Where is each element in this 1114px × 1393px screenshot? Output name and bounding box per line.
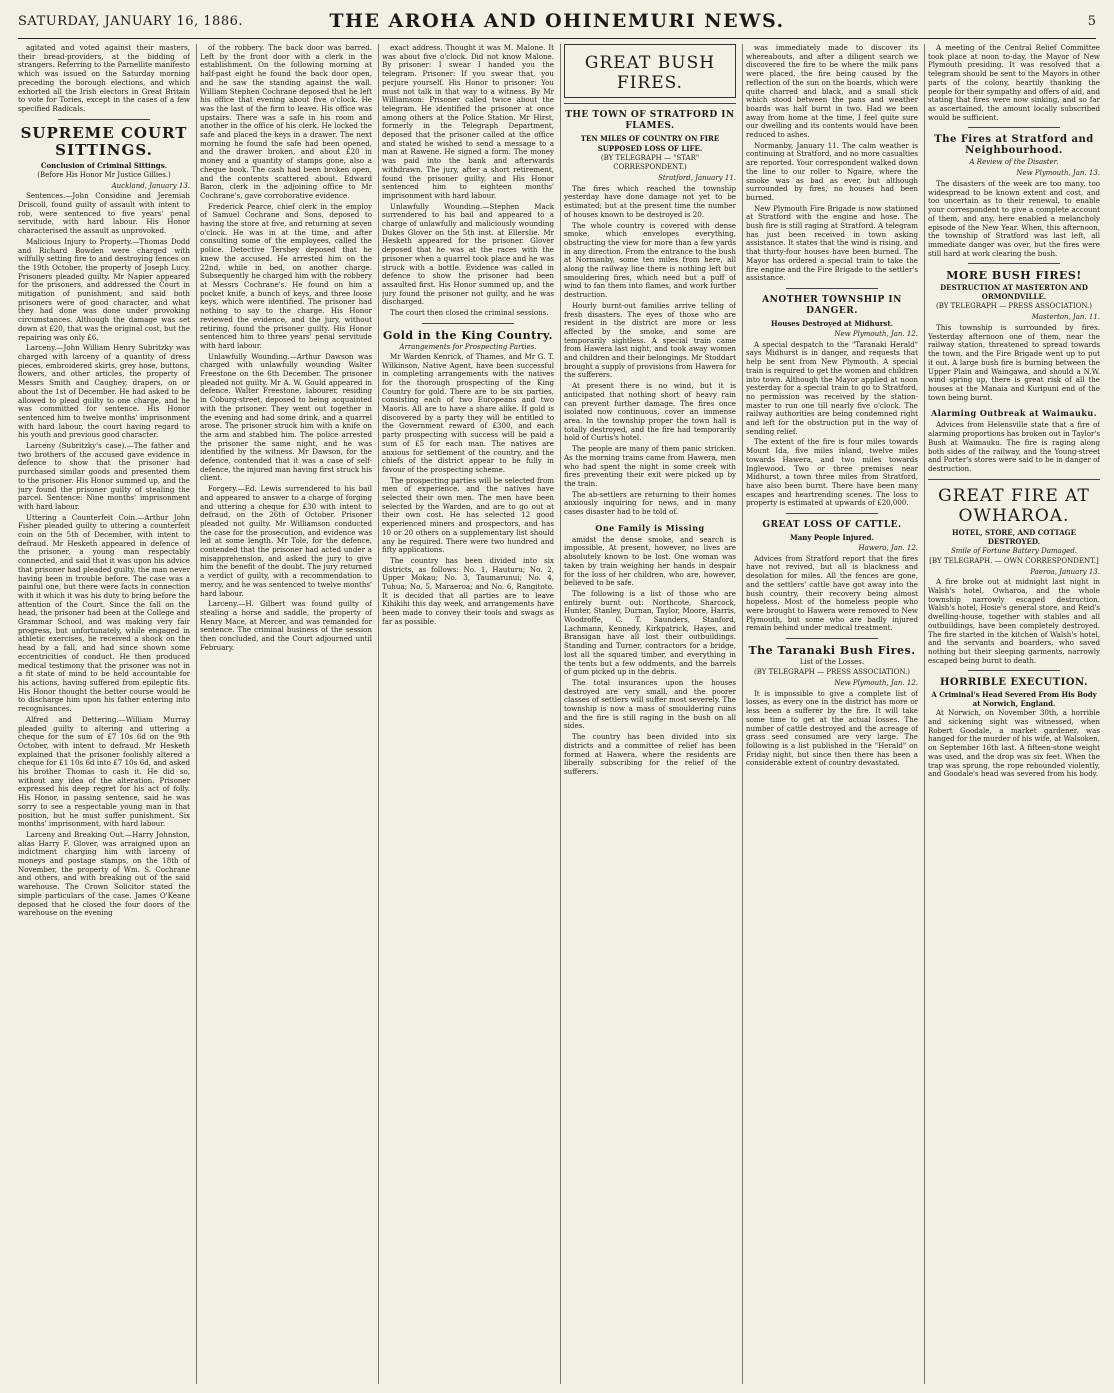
- dateline: New Plymouth, Jan. 12.: [834, 679, 918, 688]
- dateline: Masterton, Jan. 11.: [1031, 313, 1100, 322]
- subheading: List of the Losses.: [799, 658, 865, 667]
- article-paragraph: New Plymouth Fire Brigade is now stationed at Stratford with the engine and hose. The bush fire is still raging at Stratford. A telegram has just been received in town asking assistance. It states that the wind is rising, and that thirty-four houses have been burned. The Mayor has ordered a special train to take the fire engine and the Fire Brigade to the settler's assistance.: [746, 203, 918, 283]
- article-paragraph: Larceny.—John William Henry Subritzky was charged with larceny of a quantity of dress pieces, embroidered skirts, grey hose, buttons, flowers, and other articles, the property of Messrs Smith and Caughey, drapers, on or about the 1st of December. He had asked to be allowed to plead guilty to one charge, and he was committed for sentence. His Honor sentenced him to twelve months' imprisonment with hard labour, the court having regard to his youth and previous good character.: [18, 343, 190, 440]
- article-paragraph: The ab-settlers are returning to their homes anxiously inquiring for news, and in many cases disaster had to be told of.: [564, 489, 736, 517]
- article-paragraph: This township is surrounded by fires. Yesterday afternoon one of them, near the railway station, threatened to spread towards the town, and the Fire Brigade went up to put it out. A large bush fire is burning between the Upper Plain and Waingawa, and should a N.W. wind spring up, there is great risk of all the houses at the Manaia and Kuripuni end of the town being burnt.: [928, 323, 1100, 402]
- article-paragraph: Larceny.—H. Gilbert was found guilty of stealing a horse and saddle, the property of Henry Mace, at Mercer, and was remanded for sentence. The criminal business of the session then concluded, and the Court adjourned until February.: [200, 599, 372, 652]
- section-heading-bush-fires: GREAT BUSH FIRES.: [584, 53, 716, 93]
- article-paragraph: Larceny (Subritzky's case).—The father and two brothers of the accused gave evidence in defence to show that the prisoner had purchased similar goods and presented them to the prisoner. His Honor summed up, and the jury found the prisoner guilty of stealing the parcel. Sentence: Nine months' imprisonment with hard labour.: [18, 441, 190, 511]
- section-heading-supreme-court: SUPREME COURT SITTINGS.: [20, 123, 188, 159]
- newspaper-title: THE AROHA AND OHINEMURI NEWS.: [329, 10, 785, 32]
- subheading: Arrangements for Prospecting Parties.: [399, 342, 537, 351]
- masthead: [18, 8, 1096, 39]
- column-rule: [924, 44, 925, 1384]
- section-heading-taranaki: The Taranaki Bush Fires.: [748, 644, 916, 658]
- divider: [968, 670, 1060, 671]
- article-paragraph: Mr Warden Kenrick, of Thames, and Mr G. T. Wilkinson, Native Agent, have been successful in completing arrangements with the natives for the thorough prospecting of the King Country for gold. There are to be six parties, consisting each of two Europeans and two Maoris. All are to have a share alike. If gold is discovered by a party they will be entitled to the Government reward of £300, and each party prospecting with success will be paid a sum of £5 for each man. The natives are anxious for settlement of the country, and the chiefs of the district appear to be fully in favour of the prospecting scheme.: [382, 351, 554, 474]
- article-paragraph: Larceny and Breaking Out.—Harry Johnston, alias Harry F. Glover, was arraigned upon an indictment charging him with larceny of moneys and postage stamps, on the 18th of November, the property of Wm. S. Cochrane and others, and with breaking out of the said warehouse. The Crown Solicitor stated the simple particulars of the case. James O'Keane deposed that he closed the four doors of the warehouse on the evening: [18, 829, 190, 918]
- article-paragraph: The following is a list of those who are entirely burnt out: Northcote, Sharcock, Hunter, Stanley, Durnan, Taylor, Moore, Harris, Woodroffe, C. T. Saunders, Stanford, Lachmann, Kennedy, Kirkpatrick, Hayes, and Bransigan have all lost their outbuildings. Standing and Turner, contractors for a bridge, lost all the squared timber, and everything in the tents but a few oddments, and the barrels of gum picked up in the debris.: [564, 588, 736, 677]
- article-paragraph: The disasters of the week are too many, too widespread to be known extent and cost, and too uncertain as to their renewal, to enable your correspondent to give a complete account of them, and any, here enabled a melancholy episode of the New Year. When, this afternoon, the township of Stratford was last left, all immediate danger was over, but the fires were still hard at work clearing the bush.: [928, 179, 1100, 258]
- byline: [BY TELEGRAPH. — OWN CORRESPONDENT.]: [929, 556, 1099, 565]
- section-heading-cattle: GREAT LOSS OF CATTLE.: [762, 520, 902, 531]
- issue-date: SATURDAY, JANUARY 16, 1886.: [18, 14, 243, 29]
- article-paragraph: The people are many of them panic stricken. As the morning trains came from Hawera, men who had spent the night in some creek with fires preventing their exit were picked up by the train.: [564, 444, 736, 488]
- dateline: New Plymouth, Jan. 13.: [1016, 169, 1100, 178]
- article-paragraph: It is impossible to give a complete list of losses, as every one in the district has more or less been a sufferer by the fire. It will take some time to get at the actual losses. The number of cattle destroyed and the acreage of grass seed consumed are very large. The following is a list published in the "Herald" on Friday night, but since then there has been a considerable extent of country devastated.: [746, 688, 918, 768]
- column-3: [382, 44, 554, 1384]
- section-heading-owharoa: GREAT FIRE AT OWHAROA.: [938, 485, 1090, 526]
- article-paragraph: The country has been divided into six districts, as follows: No. 1, Hauturu; No. 2, Upper Mokau; No. 3, Taumarunui; No. 4, Tuhua; No. 5, Maraeroa; and No. 6, Rangitoto. It is decided that all parties are to leave Kihikihi this day week, and arrangements have been made to convey their tools and swags as far as possible.: [382, 555, 554, 626]
- divider: [968, 127, 1060, 128]
- article-paragraph: of the robbery. The back door was barred. Left by the front door with a clerk in the establishment. On the following morning at half-past eight he found the back door open, and he saw the standing against the wall. William Stephen Cochrane deposed that he left his office that evening about five o'clock. He was the last of the firm to leave. His office was upstairs. There was a safe in his room and another in the office of his clerk. He locked the safe and placed the keys in a drawer. The next morning he found the safe had been opened, and the drawer broken, and about £20 in money and a quantity of stamps gone, also a cheque book. The cash had been broken open, and the contents scattered about. Edward Baron, clerk in the adjoining office to Mr Cochrane's, gave corroborative evidence.: [200, 44, 372, 200]
- article-paragraph: The fires which reached the township yesterday have done damage not yet to be estimated; but at the present time the number of houses known to be destroyed is 20.: [564, 183, 736, 219]
- article-paragraph: The whole country is covered with dense smoke, which envelopes everything, obstructing the view for more than a few yards in any direction. From the entrance to the bush at Normanby, some ten miles from here, all along the railway line there is nothing left but smouldering fires, which need but a puff of wind to fan them into flames, and work further destruction.: [564, 220, 736, 300]
- column-5: [746, 44, 918, 1384]
- column-rule: [742, 44, 743, 1384]
- article-paragraph: Malicious Injury to Property.—Thomas Dodd and Richard Bowden were charged with wilfully setting fire to and destroying fences on the 19th October, the property of Joseph Lucy. Prisoners pleaded guilty. Mr Napier appeared for the prisoners, and addressed the Court in mitigation of punishment, and said both prisoners were of good character, and what they had done was done under provoking circumstances. Although the damage was set down at £20, that was the original cost, but the repairing was only £6.: [18, 236, 190, 342]
- article-paragraph: A special despatch to the "Taranaki Herald" says Midhurst is in danger, and requests that help be sent from New Plymouth. A special train is required to get the women and children into town. Although the Mayor applied at noon yesterday for a special train to go to Stratford, no permission was received by the station-master to run one till nearly five o'clock. The railway authorities are being condemned right and left for the obstruction put in the way of sending relief.: [746, 339, 918, 436]
- section-heading-execution: HORRIBLE EXECUTION.: [939, 677, 1089, 689]
- divider: [928, 479, 1100, 480]
- column-rule: [560, 44, 561, 1384]
- article-paragraph: Frederick Pearce, chief clerk in the employ of Samuel Cochrane and Sons, deposed to having the store at five, and returning at seven o'clock. He was in at the time, and after consulting some of the employees, called the police. Detective Tershey deposed that he knew the accused. He arrested him on the 22nd, while in bed, on another charge. Subsequently he charged him with the robbery at Messrs Cochrane's. He found on him a pocket knife, a bunch of keys, and three loose keys, which were identified. The prisoner had nothing to say to the charge. His Honor reviewed the evidence, and the jury, without retiring, found the prisoner guilty. His Honor sentenced him to three years' penal servitude with hard labour.: [200, 201, 372, 350]
- divider: [786, 288, 878, 289]
- subheading: A Criminal's Head Severed From His Body at Norwich, England.: [931, 690, 1097, 709]
- subheading: Many People Injured.: [790, 533, 874, 543]
- column-4: [564, 44, 736, 1384]
- column-1: [18, 44, 190, 1384]
- subheading: TEN MILES OF COUNTRY ON FIRE: [580, 134, 720, 143]
- subheading: Conclusion of Criminal Sittings.: [40, 160, 168, 170]
- subheading: A Review of the Disaster.: [969, 158, 1059, 167]
- section-heading-more-fires: MORE BUSH FIRES!: [946, 269, 1082, 283]
- dateline: Paeroa, January 13.: [1030, 567, 1100, 576]
- article-paragraph: The court then closed the criminal sessions.: [390, 308, 549, 318]
- column-2: [200, 44, 372, 1384]
- byline: (BY TELEGRAPH — PRESS ASSOCIATION.): [936, 302, 1092, 311]
- divider: [786, 638, 878, 639]
- byline: (Before His Honor Mr Justice Gillies.): [37, 170, 171, 179]
- article-paragraph: exact address. Thought it was M. Malone. It was about five o'clock. Did not know Malone. By prisoner: I swear I handed you the telegram. Prisoner: If you swear that, you perjure yourself. His Honor to prisoner: You must not talk in that way to a witness. By Mr Williamson: Prisoner called twice about the telegram. He identified the prisoner at once among others at the Police Station. Mr Hirst, formerly in the Telegraph Department, deposed that the prisoner called at the office and stated he wished to send a message to a man at Rawene. He signed a form. The money was paid into the bank and afterwards withdrawn. The jury, after a short retirement, found the prisoner guilty, and His Honor sentenced him to eighteen months' imprisonment with hard labour.: [382, 44, 554, 200]
- article-paragraph: Normanby, January 11. The calm weather is continuing at Stratford, and no more casualties are reported. Your correspondent walked down the line to our roller to Ngaire, where the smoke was as bad as ever, but although surrounded by fires, no houses had been burned.: [746, 140, 918, 202]
- article-paragraph: Sentences.—John Considine and Jeremiah Driscoll, found guilty of assault with intent to rob, were sentenced to five years' penal servitude, with hard labour. His Honor characterised the assault as unprovoked.: [18, 191, 190, 236]
- article-paragraph: A meeting of the Central Relief Committee took place at noon to-day, the Mayor of New Plymouth presiding. It was resolved that a telegram should be sent to the Mayors in other parts of the colony, heartily thanking the people for their sympathy and offers of aid, and stating that fires were now sinking, and so far as ascertained, the amount locally subscribed would be sufficient.: [928, 44, 1100, 122]
- divider: [422, 323, 514, 324]
- article-paragraph: agitated and voted against their masters, their bread-providers, at the bidding of strangers. Referring to the Parnellite manifesto which was issued on the Saturday morning preceding the borough elections, and which exhorted all the Irish electors in Great Britain to vote for Tories, except in the cases of a few specified Radicals.: [18, 44, 190, 113]
- article-paragraph: At present there is no wind, but it is anticipated that nothing short of heavy rain can prevent further damage. The fires once isolated now continuous, cover an immense area. In the township proper the town hall is totally destroyed, and the fire had temporarily hold of Curtis's hotel.: [564, 381, 736, 443]
- column-6: [928, 44, 1100, 1384]
- article-paragraph: The extent of the fire is four miles towards Mount Ida, five miles inland, twelve miles towards Hawera, and two miles towards Inglewood. Two or three premises near Midhurst, a town three miles from Stratford, have also been burnt. There have been many escapes and heartrending scenes. The loss to property is estimated at upwards of £20,000.: [746, 437, 918, 508]
- subheading: THE TOWN OF STRATFORD IN FLAMES.: [565, 110, 735, 131]
- article-paragraph: The prospecting parties will be selected from men of experience, and the natives have selected their own men. The men have been selected by the Warden, and are to go out at their own cost. He has selected 12 good experienced miners and prospectors, and has 10 or 20 others on a supplementary list should any be required. There were two hundred and fifty applications.: [382, 475, 554, 555]
- dateline: Hawera, Jan. 12.: [858, 544, 918, 553]
- divider: [968, 263, 1060, 264]
- page-number: 5: [1087, 14, 1096, 29]
- article-paragraph: At Norwich, on November 30th, a horrible and sickening sight was witnessed, when Robert Goodale, a market gardener, was hanged for the murder of his wife, at Walsoken, on September 16th last. A fifteen-stone weight was used, and the drop was six feet. When the trap was sprung, the rope rebounded violently, and Goodale's head was severed from his body.: [928, 708, 1100, 779]
- section-heading-stratford: The Fires at Stratford and Neighbourhood.: [934, 134, 1094, 157]
- subheading: HOTEL, STORE, AND COTTAGE DESTROYED.: [952, 527, 1076, 546]
- dateline: Auckland, January 13.: [111, 181, 190, 190]
- divider: [786, 513, 878, 514]
- column-rule: [378, 44, 379, 1384]
- byline: (BY TELEGRAPH — "STAR" CORRESPONDENT.): [600, 154, 700, 171]
- subheading: DESTRUCTION AT MASTERTON AND ORMONDVILLE.: [940, 283, 1088, 302]
- divider: [564, 103, 736, 104]
- subheading: Houses Destroyed at Midhurst.: [770, 318, 894, 328]
- article-paragraph: Hourly burnt-out families arrive telling of fresh disasters. The eyes of those who are resident in the district are more or less affected by the smoke, and some are temporarily sightless. A special train came from Hawera last night, and took away women and children and their belongings. Mr Stoddart brought a supply of provisions from Hawera for the sufferers.: [564, 300, 736, 380]
- section-heading-gold: Gold in the King Country.: [382, 328, 554, 342]
- article-paragraph: A fire broke out at midnight last night in Walsh's hotel, Owharoa, and the whole township narrowly escaped destruction. Walsh's hotel, Hosie's general store, and Reid's dwelling-house, together with stables and all outbuildings, have been completely destroyed. The fire started in the kitchen of Walsh's hotel, and the servants and boarders, who saved nothing but their sleeping garments, narrowly escaped being burnt to death.: [928, 577, 1100, 665]
- article-paragraph: Advices from Helensville state that a fire of alarming proportions has broken out in Taylor's Bush at Waimauku. The fire is raging along both sides of the railway, and the Young-street and Porter's stores were said to be in danger of destruction.: [928, 420, 1100, 473]
- byline: (BY TELEGRAPH — PRESS ASSOCIATION.): [754, 668, 910, 677]
- article-paragraph: Unlawfully Wounding.—Stephen Mack surrendered to his bail and appeared to a charge of unlawfully and maliciously wounding Dukes Glover on the 5th inst. at Ellerslie. Mr Hesketh appeared for the prisoner. Glover deposed that he was at the races with the prisoner when a quarrel took place and he was struck with a bottle. Evidence was called in defence to show the prisoner had been assaulted first. His Honor summed up, and the jury found the prisoner not guilty, and he was discharged.: [382, 201, 554, 307]
- article-paragraph: The total insurances upon the houses destroyed are very small, and the poorer classes of settlers will suffer most severely. The township is now a mass of smouldering ruins and the fire is still raging in the bush on all sides.: [564, 677, 736, 731]
- subheading: SUPPOSED LOSS OF LIFE.: [597, 144, 703, 153]
- dateline: New Plymouth, Jan. 12.: [834, 329, 918, 338]
- article-paragraph: Uttering a Counterfeit Coin.—Arthur John Fisher pleaded guilty to uttering a counterfeit coin on the 5th of December, with intent to defraud. Mr Hesketh appeared in defence of the prisoner, a young man respectably connected, and said that it was upon his advice that prisoner had pleaded guilty, the man never having been in trouble before. The case was a painful one, but there were facts in connection with it which it was his duty to bring before the attention of the Court. Since the fall on the head, the prisoner had been at the College and Grammar School, and was making very fair progress, but unfortunately, while engaged in athletic exercises, he received a shock on the head by a fall, and had since shown some eccentricities of conduct. He then produced medical testimony that the prisoner was not in a fit state of mind to be held accountable for his actions, having suffered from epileptic fits. His Honor thought the better course would be to discharge him upon his father entering into recognisances.: [18, 512, 190, 714]
- article-paragraph: Forgery.—Ed. Lewis surrendered to his bail and appeared to answer to a charge of forging and uttering a cheque for £30 with intent to defraud, on the 26th of October. Prisoner pleaded not guilty. Mr Williamson conducted the case for the prosecution, and evidence was led at some length. Mr Tole, for the defence, contended that the prisoner had acted under a misapprehension, and asked the jury to give him the benefit of the doubt. The jury returned a verdict of guilty, with a recommendation to mercy, and he was sentenced to twelve months' hard labour.: [200, 484, 372, 598]
- section-heading-another-township: ANOTHER TOWNSHIP IN DANGER.: [762, 294, 902, 316]
- article-paragraph: Unlawfully Wounding.—Arthur Dawson was charged with unlawfully wounding Walter Freestone on the 6th December. The prisoner pleaded not guilty. Mr A. W. Gould appeared in defence. Walter Freestone, labourer, residing in Coburg-street, deposed to being acquainted with the prisoner. They went out together in the evening and had some drink, and a quarrel arose. The prisoner struck him with a knife on the arm and stabbed him. The police arrested the prisoner the same night, and he was identified by the witness. Mr Dawson, for the defence, contended that it was a case of self-defence, the injured man having first struck his client.: [200, 351, 372, 483]
- subheading: One Family is Missing: [595, 522, 705, 533]
- article-paragraph: The country has been divided into six districts and a committee of relief has been formed at Hawera, where the residents are liberally subscribing for the relief of the sufferers.: [564, 732, 736, 776]
- article-paragraph: amidst the dense smoke, and search is impossible. At present, however, no lives are absolutely known to be lost. One woman was taken by train weighing her hands in despair for the loss of her children, who are, however, believed to be safe.: [564, 534, 736, 588]
- column-rule: [196, 44, 197, 1384]
- article-paragraph: was immediately made to discover its whereabouts, and after a diligent search we discovered the fire to be where the milk pans were placed, the fire being caused by the reflection of the sun on the boards, which were quite charred and black, and a small stick which stood between the pans and weather boards was half burnt in two. Had we been away from home at the time, I feel quite sure our dwelling and its contents would have been reduced to ashes.: [746, 44, 918, 140]
- headline-box: [564, 44, 736, 98]
- subheading: Smile of Fortune Battery Damaged.: [950, 546, 1078, 555]
- article-paragraph: Advices from Stratford report that the fires have not revived, but all is blackness and desolation for miles. All the fences are gone, and the settlers' cattle have got away into the bush country, their recovery being almost hopeless. Most of the homeless people who were brought to Hawera were removed to New Plymouth, but some who are badly injured remain behind under medical treatment.: [746, 553, 918, 633]
- article-paragraph: Alfred and Dettering.—William Murray pleaded guilty to altering and uttering a cheque for the sum of £7 10s 6d on the 9th October, with intent to defraud. Mr Hesketh explained that the prisoner foolishly altered a cheque for £1 10s 6d into £7 10s 6d, and asked his brother Thomas to cash it. He did so, without any idea of the alteration. Prisoner expressed his deep regret for his act of folly. His Honor, in passing sentence, said he was sorry to see a respectable young man in that position, but he must suffer punishment. Six months' imprisonment, with hard labour.: [18, 714, 190, 829]
- section-heading-waimauku: Alarming Outbreak at Waimauku.: [930, 408, 1098, 419]
- divider: [58, 119, 150, 120]
- dateline: Stratford, January 11.: [658, 174, 736, 182]
